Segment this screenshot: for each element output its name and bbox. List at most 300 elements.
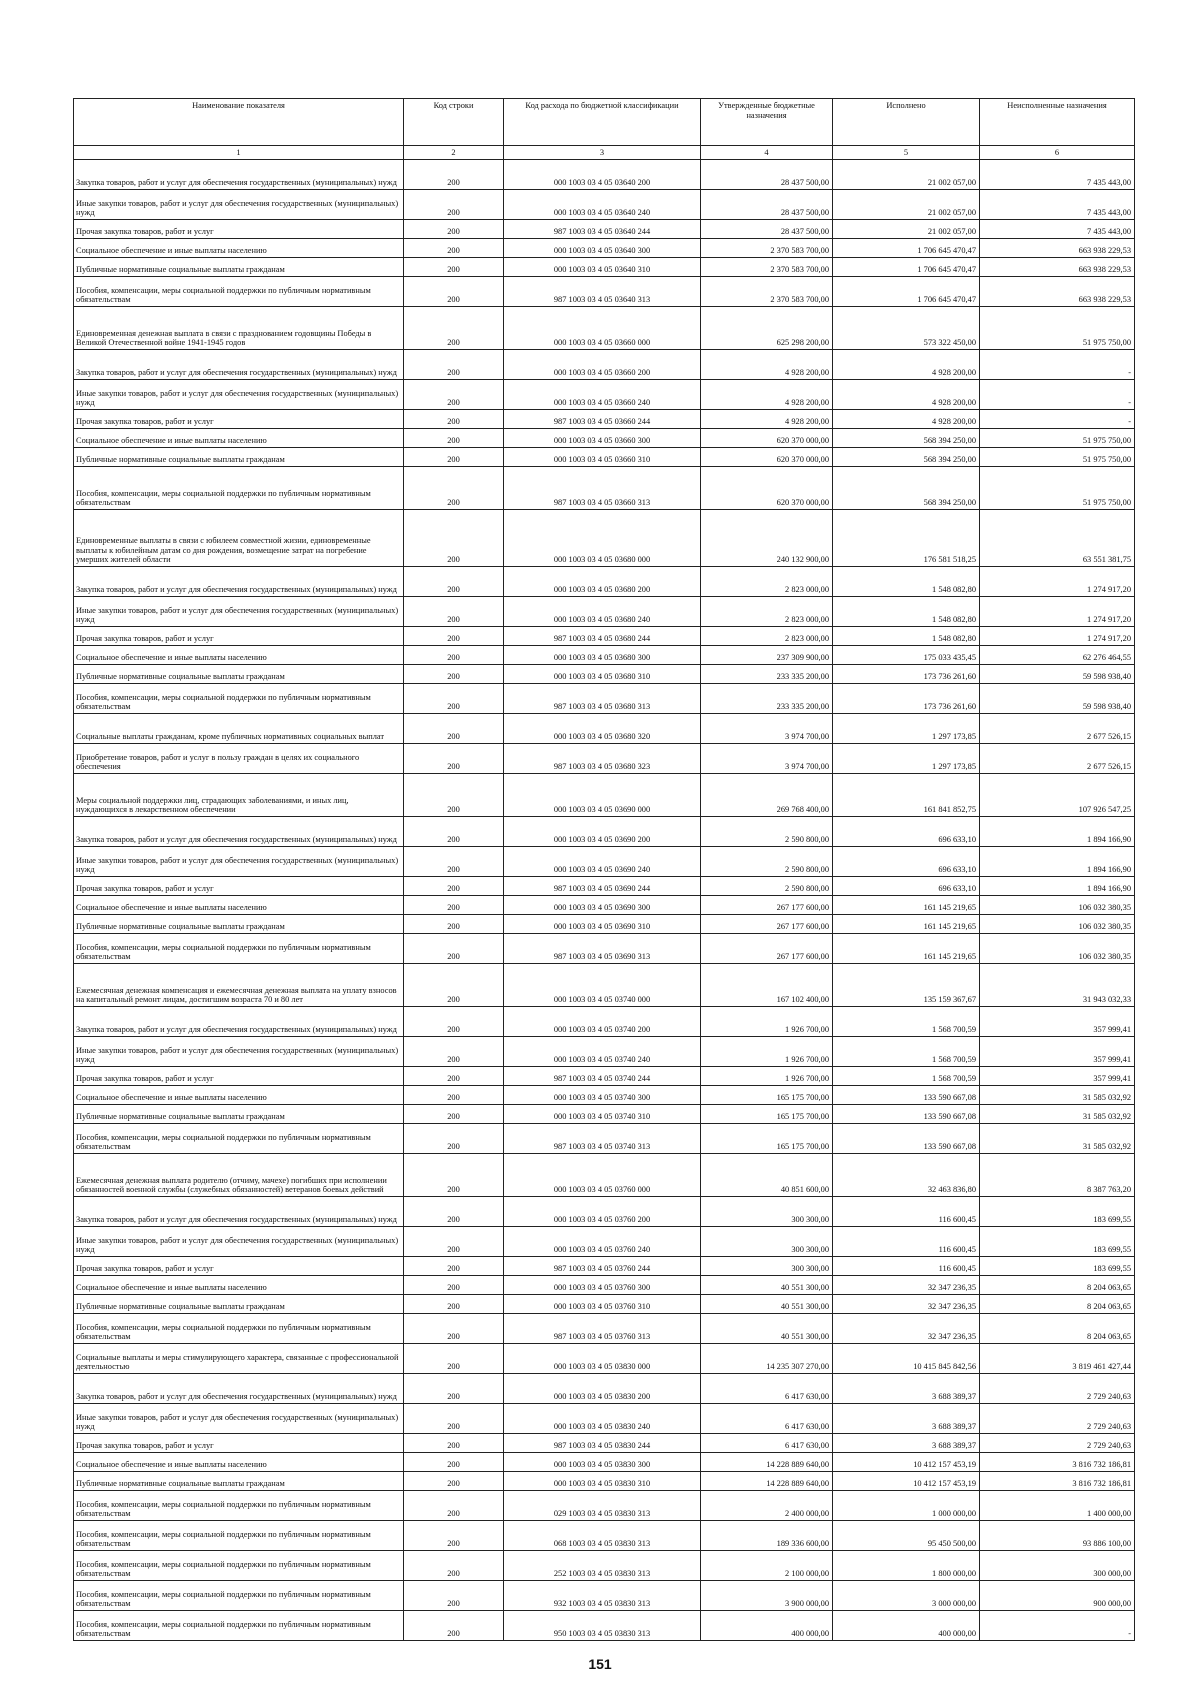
- table-row: [74, 1374, 1135, 1404]
- row-indicator-name: Публичные нормативные социальные выплаты гражданам: [74, 1105, 404, 1124]
- row-indicator-name: Публичные нормативные социальные выплаты гражданам: [74, 915, 404, 934]
- row-indicator-name: Иные закупки товаров, работ и услуг для обеспечения государственных (муниципальных) нужд: [74, 1227, 404, 1257]
- table-row: [74, 510, 1135, 567]
- row-executed-amount: 21 002 057,00: [833, 160, 980, 190]
- row-executed-amount: 4 928 200,00: [833, 380, 980, 410]
- row-approved-amount: 40 551 300,00: [701, 1314, 833, 1344]
- row-executed-amount: 173 736 261,60: [833, 665, 980, 684]
- row-unexecuted-amount: 93 886 100,00: [980, 1521, 1135, 1551]
- row-indicator-name: Ежемесячная денежная компенсация и ежемесячная денежная выплата на уплату взносов на капитальный ремонт лицам, достигшим возраста 70 и 80 лет: [74, 964, 404, 1007]
- row-unexecuted-amount: 51 975 750,00: [980, 448, 1135, 467]
- row-executed-amount: 10 412 157 453,19: [833, 1472, 980, 1491]
- row-executed-amount: 1 568 700,59: [833, 1007, 980, 1037]
- table-row: [74, 896, 1135, 915]
- row-line-code: 200: [404, 1434, 504, 1453]
- row-indicator-name: Пособия, компенсации, меры социальной поддержки по публичным нормативным обязательствам: [74, 1551, 404, 1581]
- row-line-code: 200: [404, 1491, 504, 1521]
- table-row: [74, 1295, 1135, 1314]
- row-executed-amount: 3 000 000,00: [833, 1581, 980, 1611]
- row-line-code: 200: [404, 915, 504, 934]
- row-line-code: 200: [404, 934, 504, 964]
- row-indicator-name: Социальное обеспечение и иные выплаты населению: [74, 1276, 404, 1295]
- row-executed-amount: 21 002 057,00: [833, 220, 980, 239]
- row-approved-amount: 2 370 583 700,00: [701, 277, 833, 307]
- row-unexecuted-amount: 357 999,41: [980, 1007, 1135, 1037]
- row-unexecuted-amount: 8 387 763,20: [980, 1154, 1135, 1197]
- row-line-code: 200: [404, 190, 504, 220]
- row-unexecuted-amount: 31 585 032,92: [980, 1105, 1135, 1124]
- row-approved-amount: 620 370 000,00: [701, 429, 833, 448]
- row-unexecuted-amount: 8 204 063,65: [980, 1276, 1135, 1295]
- row-line-code: 200: [404, 307, 504, 350]
- row-approved-amount: 300 300,00: [701, 1257, 833, 1276]
- row-line-code: 200: [404, 1344, 504, 1374]
- row-executed-amount: 32 347 236,35: [833, 1314, 980, 1344]
- row-unexecuted-amount: 31 943 032,33: [980, 964, 1135, 1007]
- table-row: [74, 964, 1135, 1007]
- row-approved-amount: 28 437 500,00: [701, 190, 833, 220]
- row-approved-amount: 165 175 700,00: [701, 1086, 833, 1105]
- row-approved-amount: 3 900 000,00: [701, 1581, 833, 1611]
- table-row: [74, 1037, 1135, 1067]
- row-line-code: 200: [404, 1154, 504, 1197]
- row-approved-amount: 300 300,00: [701, 1197, 833, 1227]
- row-line-code: 200: [404, 160, 504, 190]
- row-approved-amount: 2 590 800,00: [701, 817, 833, 847]
- row-executed-amount: 696 633,10: [833, 877, 980, 896]
- row-executed-amount: 1 548 082,80: [833, 627, 980, 646]
- table-row: [74, 350, 1135, 380]
- row-executed-amount: 175 033 435,45: [833, 646, 980, 665]
- row-approved-amount: 240 132 900,00: [701, 510, 833, 567]
- row-approved-amount: 40 851 600,00: [701, 1154, 833, 1197]
- row-approved-amount: 267 177 600,00: [701, 934, 833, 964]
- row-classification-code: 000 1003 03 4 05 03640 200: [504, 160, 701, 190]
- row-executed-amount: 116 600,45: [833, 1227, 980, 1257]
- row-unexecuted-amount: 183 699,55: [980, 1257, 1135, 1276]
- row-unexecuted-amount: 31 585 032,92: [980, 1086, 1135, 1105]
- row-approved-amount: 2 400 000,00: [701, 1491, 833, 1521]
- row-approved-amount: 189 336 600,00: [701, 1521, 833, 1551]
- table-row: [74, 1581, 1135, 1611]
- column-number-row: [74, 146, 1135, 160]
- table-row: [74, 1491, 1135, 1521]
- row-indicator-name: Приобретение товаров, работ и услуг в пользу граждан в целях их социального обеспечения: [74, 744, 404, 774]
- row-line-code: 200: [404, 877, 504, 896]
- table-row: [74, 1434, 1135, 1453]
- row-line-code: 200: [404, 567, 504, 597]
- row-approved-amount: 2 370 583 700,00: [701, 258, 833, 277]
- row-indicator-name: Ежемесячная денежная выплата родителю (отчиму, мачехе) погибших при исполнении обязанностей военной службы (служебных обязанностей) ветеранов боевых действий: [74, 1154, 404, 1197]
- row-indicator-name: Социальное обеспечение и иные выплаты населению: [74, 896, 404, 915]
- header-executed: Исполнено: [833, 99, 980, 146]
- row-unexecuted-amount: -: [980, 380, 1135, 410]
- row-indicator-name: Социальное обеспечение и иные выплаты населению: [74, 429, 404, 448]
- row-approved-amount: 2 823 000,00: [701, 627, 833, 646]
- table-row: [74, 817, 1135, 847]
- row-executed-amount: 568 394 250,00: [833, 467, 980, 510]
- row-unexecuted-amount: 1 400 000,00: [980, 1491, 1135, 1521]
- row-approved-amount: 4 928 200,00: [701, 380, 833, 410]
- row-indicator-name: Публичные нормативные социальные выплаты гражданам: [74, 258, 404, 277]
- row-executed-amount: 161 841 852,75: [833, 774, 980, 817]
- row-approved-amount: 2 590 800,00: [701, 877, 833, 896]
- table-row: [74, 429, 1135, 448]
- row-classification-code: 987 1003 03 4 05 03640 244: [504, 220, 701, 239]
- table-row: [74, 258, 1135, 277]
- row-line-code: 200: [404, 1227, 504, 1257]
- row-classification-code: 000 1003 03 4 05 03690 300: [504, 896, 701, 915]
- row-approved-amount: 4 928 200,00: [701, 410, 833, 429]
- row-unexecuted-amount: 106 032 380,35: [980, 915, 1135, 934]
- row-approved-amount: 2 100 000,00: [701, 1551, 833, 1581]
- row-unexecuted-amount: 51 975 750,00: [980, 429, 1135, 448]
- table-row: [74, 239, 1135, 258]
- row-indicator-name: Единовременная денежная выплата в связи с празднованием годовщины Победы в Великой Отечественной войне 1941-1945 годов: [74, 307, 404, 350]
- table-row: [74, 1105, 1135, 1124]
- row-unexecuted-amount: 183 699,55: [980, 1227, 1135, 1257]
- row-line-code: 200: [404, 1197, 504, 1227]
- row-unexecuted-amount: 59 598 938,40: [980, 684, 1135, 714]
- table-row: [74, 220, 1135, 239]
- row-unexecuted-amount: 1 894 166,90: [980, 817, 1135, 847]
- row-line-code: 200: [404, 1276, 504, 1295]
- row-unexecuted-amount: 59 598 938,40: [980, 665, 1135, 684]
- row-classification-code: 000 1003 03 4 05 03660 240: [504, 380, 701, 410]
- row-classification-code: 000 1003 03 4 05 03740 200: [504, 1007, 701, 1037]
- row-approved-amount: 40 551 300,00: [701, 1295, 833, 1314]
- row-executed-amount: 1 568 700,59: [833, 1037, 980, 1067]
- table-row: [74, 567, 1135, 597]
- row-executed-amount: 1 297 173,85: [833, 714, 980, 744]
- row-indicator-name: Социальное обеспечение и иные выплаты населению: [74, 239, 404, 258]
- row-indicator-name: Пособия, компенсации, меры социальной поддержки по публичным нормативным обязательствам: [74, 467, 404, 510]
- row-indicator-name: Социальное обеспечение и иные выплаты населению: [74, 1453, 404, 1472]
- row-indicator-name: Пособия, компенсации, меры социальной поддержки по публичным нормативным обязательствам: [74, 684, 404, 714]
- row-line-code: 200: [404, 1086, 504, 1105]
- row-classification-code: 000 1003 03 4 05 03830 240: [504, 1404, 701, 1434]
- page-number: 151: [588, 1656, 612, 1672]
- row-line-code: 200: [404, 510, 504, 567]
- table-row: [74, 380, 1135, 410]
- row-line-code: 200: [404, 817, 504, 847]
- row-executed-amount: 4 928 200,00: [833, 350, 980, 380]
- table-row: [74, 1067, 1135, 1086]
- row-indicator-name: Пособия, компенсации, меры социальной поддержки по публичным нормативным обязательствам: [74, 1491, 404, 1521]
- row-line-code: 200: [404, 1295, 504, 1314]
- row-line-code: 200: [404, 1314, 504, 1344]
- table-row: [74, 1611, 1135, 1641]
- row-unexecuted-amount: 1 274 917,20: [980, 597, 1135, 627]
- row-unexecuted-amount: -: [980, 1611, 1135, 1641]
- row-line-code: 200: [404, 896, 504, 915]
- row-executed-amount: 133 590 667,08: [833, 1124, 980, 1154]
- table-row: [74, 1257, 1135, 1276]
- row-indicator-name: Социальные выплаты и меры стимулирующего характера, связанные с профессиональной деятельностью: [74, 1344, 404, 1374]
- row-line-code: 200: [404, 744, 504, 774]
- row-line-code: 200: [404, 467, 504, 510]
- row-approved-amount: 6 417 630,00: [701, 1434, 833, 1453]
- row-unexecuted-amount: 663 938 229,53: [980, 277, 1135, 307]
- table-row: [74, 627, 1135, 646]
- table-row: [74, 277, 1135, 307]
- table-row: [74, 1521, 1135, 1551]
- row-classification-code: 987 1003 03 4 05 03640 313: [504, 277, 701, 307]
- table-row: [74, 160, 1135, 190]
- row-classification-code: 000 1003 03 4 05 03680 300: [504, 646, 701, 665]
- row-indicator-name: Закупка товаров, работ и услуг для обеспечения государственных (муниципальных) нужд: [74, 1374, 404, 1404]
- row-approved-amount: 3 974 700,00: [701, 714, 833, 744]
- row-classification-code: 987 1003 03 4 05 03680 244: [504, 627, 701, 646]
- table-row: [74, 714, 1135, 744]
- row-classification-code: 000 1003 03 4 05 03760 000: [504, 1154, 701, 1197]
- row-line-code: 200: [404, 239, 504, 258]
- row-classification-code: 000 1003 03 4 05 03660 300: [504, 429, 701, 448]
- row-unexecuted-amount: 1 274 917,20: [980, 627, 1135, 646]
- row-executed-amount: 173 736 261,60: [833, 684, 980, 714]
- row-executed-amount: 176 581 518,25: [833, 510, 980, 567]
- budget-execution-sheet: [73, 98, 1134, 1641]
- row-unexecuted-amount: 1 894 166,90: [980, 847, 1135, 877]
- header-indicator-name: Наименование показателя: [74, 99, 404, 146]
- row-approved-amount: 2 823 000,00: [701, 567, 833, 597]
- table-row: [74, 1453, 1135, 1472]
- row-classification-code: 987 1003 03 4 05 03660 313: [504, 467, 701, 510]
- row-approved-amount: 625 298 200,00: [701, 307, 833, 350]
- row-classification-code: 000 1003 03 4 05 03690 000: [504, 774, 701, 817]
- row-unexecuted-amount: 106 032 380,35: [980, 934, 1135, 964]
- row-approved-amount: 3 974 700,00: [701, 744, 833, 774]
- row-unexecuted-amount: 2 729 240,63: [980, 1374, 1135, 1404]
- row-executed-amount: 3 688 389,37: [833, 1434, 980, 1453]
- row-executed-amount: 1 800 000,00: [833, 1551, 980, 1581]
- row-unexecuted-amount: 357 999,41: [980, 1067, 1135, 1086]
- row-line-code: 200: [404, 1067, 504, 1086]
- row-executed-amount: 568 394 250,00: [833, 429, 980, 448]
- column-number: 2: [404, 146, 504, 160]
- row-line-code: 200: [404, 1257, 504, 1276]
- row-executed-amount: 4 928 200,00: [833, 410, 980, 429]
- row-executed-amount: 161 145 219,65: [833, 934, 980, 964]
- row-line-code: 200: [404, 1453, 504, 1472]
- row-approved-amount: 300 300,00: [701, 1227, 833, 1257]
- row-classification-code: 000 1003 03 4 05 03680 200: [504, 567, 701, 597]
- row-indicator-name: Социальное обеспечение и иные выплаты населению: [74, 646, 404, 665]
- row-classification-code: 000 1003 03 4 05 03740 300: [504, 1086, 701, 1105]
- row-classification-code: 987 1003 03 4 05 03680 313: [504, 684, 701, 714]
- row-classification-code: 000 1003 03 4 05 03680 310: [504, 665, 701, 684]
- row-approved-amount: 6 417 630,00: [701, 1374, 833, 1404]
- row-line-code: 200: [404, 1037, 504, 1067]
- row-executed-amount: 568 394 250,00: [833, 448, 980, 467]
- table-row: [74, 934, 1135, 964]
- row-unexecuted-amount: 7 435 443,00: [980, 160, 1135, 190]
- row-indicator-name: Прочая закупка товаров, работ и услуг: [74, 220, 404, 239]
- column-number: 4: [701, 146, 833, 160]
- row-unexecuted-amount: 183 699,55: [980, 1197, 1135, 1227]
- row-executed-amount: 161 145 219,65: [833, 896, 980, 915]
- row-line-code: 200: [404, 380, 504, 410]
- row-classification-code: 000 1003 03 4 05 03690 200: [504, 817, 701, 847]
- row-line-code: 200: [404, 847, 504, 877]
- row-line-code: 200: [404, 277, 504, 307]
- row-classification-code: 000 1003 03 4 05 03760 300: [504, 1276, 701, 1295]
- row-executed-amount: 573 322 450,00: [833, 307, 980, 350]
- row-classification-code: 000 1003 03 4 05 03680 320: [504, 714, 701, 744]
- row-unexecuted-amount: 7 435 443,00: [980, 220, 1135, 239]
- row-classification-code: 000 1003 03 4 05 03680 240: [504, 597, 701, 627]
- row-classification-code: 252 1003 03 4 05 03830 313: [504, 1551, 701, 1581]
- row-indicator-name: Меры социальной поддержки лиц, страдающих заболеваниями, и иных лиц, нуждающихся в лекарственном обеспечении: [74, 774, 404, 817]
- row-approved-amount: 269 768 400,00: [701, 774, 833, 817]
- row-executed-amount: 116 600,45: [833, 1257, 980, 1276]
- row-indicator-name: Прочая закупка товаров, работ и услуг: [74, 1434, 404, 1453]
- table-row: [74, 1551, 1135, 1581]
- row-approved-amount: 4 928 200,00: [701, 350, 833, 380]
- row-line-code: 200: [404, 964, 504, 1007]
- row-approved-amount: 267 177 600,00: [701, 915, 833, 934]
- row-indicator-name: Закупка товаров, работ и услуг для обеспечения государственных (муниципальных) нужд: [74, 567, 404, 597]
- row-unexecuted-amount: 107 926 547,25: [980, 774, 1135, 817]
- row-indicator-name: Иные закупки товаров, работ и услуг для обеспечения государственных (муниципальных) нужд: [74, 380, 404, 410]
- row-line-code: 200: [404, 665, 504, 684]
- row-classification-code: 000 1003 03 4 05 03760 310: [504, 1295, 701, 1314]
- row-indicator-name: Прочая закупка товаров, работ и услуг: [74, 1067, 404, 1086]
- row-line-code: 200: [404, 1472, 504, 1491]
- row-classification-code: 029 1003 03 4 05 03830 313: [504, 1491, 701, 1521]
- row-executed-amount: 133 590 667,08: [833, 1086, 980, 1105]
- row-unexecuted-amount: 357 999,41: [980, 1037, 1135, 1067]
- row-executed-amount: 21 002 057,00: [833, 190, 980, 220]
- row-unexecuted-amount: 62 276 464,55: [980, 646, 1135, 665]
- row-classification-code: 000 1003 03 4 05 03740 310: [504, 1105, 701, 1124]
- row-classification-code: 000 1003 03 4 05 03640 300: [504, 239, 701, 258]
- row-unexecuted-amount: 2 677 526,15: [980, 744, 1135, 774]
- row-unexecuted-amount: 51 975 750,00: [980, 467, 1135, 510]
- table-row: [74, 1404, 1135, 1434]
- row-unexecuted-amount: 663 938 229,53: [980, 258, 1135, 277]
- row-executed-amount: 1 706 645 470,47: [833, 277, 980, 307]
- row-approved-amount: 165 175 700,00: [701, 1105, 833, 1124]
- row-indicator-name: Пособия, компенсации, меры социальной поддержки по публичным нормативным обязательствам: [74, 1124, 404, 1154]
- row-indicator-name: Социальные выплаты гражданам, кроме публичных нормативных социальных выплат: [74, 714, 404, 744]
- row-approved-amount: 267 177 600,00: [701, 896, 833, 915]
- row-indicator-name: Публичные нормативные социальные выплаты гражданам: [74, 665, 404, 684]
- row-unexecuted-amount: 63 551 381,75: [980, 510, 1135, 567]
- row-executed-amount: 400 000,00: [833, 1611, 980, 1641]
- row-indicator-name: Иные закупки товаров, работ и услуг для обеспечения государственных (муниципальных) нужд: [74, 1037, 404, 1067]
- row-classification-code: 987 1003 03 4 05 03660 244: [504, 410, 701, 429]
- row-approved-amount: 1 926 700,00: [701, 1037, 833, 1067]
- row-executed-amount: 1 000 000,00: [833, 1491, 980, 1521]
- table-body: [74, 160, 1135, 1641]
- row-executed-amount: 696 633,10: [833, 817, 980, 847]
- row-unexecuted-amount: -: [980, 410, 1135, 429]
- row-classification-code: 000 1003 03 4 05 03660 000: [504, 307, 701, 350]
- row-line-code: 200: [404, 1581, 504, 1611]
- row-unexecuted-amount: -: [980, 350, 1135, 380]
- row-indicator-name: Пособия, компенсации, меры социальной поддержки по публичным нормативным обязательствам: [74, 934, 404, 964]
- row-line-code: 200: [404, 410, 504, 429]
- row-indicator-name: Публичные нормативные социальные выплаты гражданам: [74, 448, 404, 467]
- row-classification-code: 000 1003 03 4 05 03830 200: [504, 1374, 701, 1404]
- row-classification-code: 987 1003 03 4 05 03740 313: [504, 1124, 701, 1154]
- table-row: [74, 1197, 1135, 1227]
- row-classification-code: 000 1003 03 4 05 03690 310: [504, 915, 701, 934]
- row-line-code: 200: [404, 1611, 504, 1641]
- row-approved-amount: 237 309 900,00: [701, 646, 833, 665]
- row-line-code: 200: [404, 1007, 504, 1037]
- row-executed-amount: 1 706 645 470,47: [833, 258, 980, 277]
- row-unexecuted-amount: 7 435 443,00: [980, 190, 1135, 220]
- row-line-code: 200: [404, 258, 504, 277]
- row-classification-code: 987 1003 03 4 05 03830 244: [504, 1434, 701, 1453]
- row-indicator-name: Пособия, компенсации, меры социальной поддержки по публичным нормативным обязательствам: [74, 277, 404, 307]
- row-approved-amount: 28 437 500,00: [701, 160, 833, 190]
- row-unexecuted-amount: 900 000,00: [980, 1581, 1135, 1611]
- column-number: 5: [833, 146, 980, 160]
- row-approved-amount: 2 823 000,00: [701, 597, 833, 627]
- row-indicator-name: Иные закупки товаров, работ и услуг для обеспечения государственных (муниципальных) нужд: [74, 1404, 404, 1434]
- row-approved-amount: 28 437 500,00: [701, 220, 833, 239]
- row-indicator-name: Пособия, компенсации, меры социальной поддержки по публичным нормативным обязательствам: [74, 1581, 404, 1611]
- row-line-code: 200: [404, 429, 504, 448]
- row-indicator-name: Закупка товаров, работ и услуг для обеспечения государственных (муниципальных) нужд: [74, 350, 404, 380]
- row-line-code: 200: [404, 220, 504, 239]
- row-approved-amount: 14 235 307 270,00: [701, 1344, 833, 1374]
- row-classification-code: 000 1003 03 4 05 03680 000: [504, 510, 701, 567]
- row-executed-amount: 696 633,10: [833, 847, 980, 877]
- row-line-code: 200: [404, 774, 504, 817]
- row-classification-code: 987 1003 03 4 05 03760 244: [504, 1257, 701, 1276]
- table-row: [74, 410, 1135, 429]
- row-indicator-name: Пособия, компенсации, меры социальной поддержки по публичным нормативным обязательствам: [74, 1314, 404, 1344]
- row-approved-amount: 1 926 700,00: [701, 1067, 833, 1086]
- row-classification-code: 000 1003 03 4 05 03760 240: [504, 1227, 701, 1257]
- row-unexecuted-amount: 2 729 240,63: [980, 1434, 1135, 1453]
- row-approved-amount: 620 370 000,00: [701, 448, 833, 467]
- row-approved-amount: 2 590 800,00: [701, 847, 833, 877]
- row-unexecuted-amount: 2 729 240,63: [980, 1404, 1135, 1434]
- table-row: [74, 1124, 1135, 1154]
- row-classification-code: 000 1003 03 4 05 03830 300: [504, 1453, 701, 1472]
- row-indicator-name: Социальное обеспечение и иные выплаты населению: [74, 1086, 404, 1105]
- row-executed-amount: 116 600,45: [833, 1197, 980, 1227]
- table-row: [74, 774, 1135, 817]
- row-approved-amount: 400 000,00: [701, 1611, 833, 1641]
- row-classification-code: 000 1003 03 4 05 03830 000: [504, 1344, 701, 1374]
- row-unexecuted-amount: 3 819 461 427,44: [980, 1344, 1135, 1374]
- row-classification-code: 950 1003 03 4 05 03830 313: [504, 1611, 701, 1641]
- row-classification-code: 000 1003 03 4 05 03690 240: [504, 847, 701, 877]
- row-executed-amount: 1 297 173,85: [833, 744, 980, 774]
- column-number: 1: [74, 146, 404, 160]
- row-line-code: 200: [404, 684, 504, 714]
- row-approved-amount: 2 370 583 700,00: [701, 239, 833, 258]
- table-row: [74, 467, 1135, 510]
- table-row: [74, 684, 1135, 714]
- row-classification-code: 000 1003 03 4 05 03660 310: [504, 448, 701, 467]
- table-row: [74, 1007, 1135, 1037]
- row-approved-amount: 40 551 300,00: [701, 1276, 833, 1295]
- row-line-code: 200: [404, 1521, 504, 1551]
- header-budget-classification-code: Код расхода по бюджетной классификации: [504, 99, 701, 146]
- row-executed-amount: 1 706 645 470,47: [833, 239, 980, 258]
- row-indicator-name: Публичные нормативные социальные выплаты гражданам: [74, 1295, 404, 1314]
- row-approved-amount: 233 335 200,00: [701, 684, 833, 714]
- row-classification-code: 000 1003 03 4 05 03640 310: [504, 258, 701, 277]
- row-approved-amount: 6 417 630,00: [701, 1404, 833, 1434]
